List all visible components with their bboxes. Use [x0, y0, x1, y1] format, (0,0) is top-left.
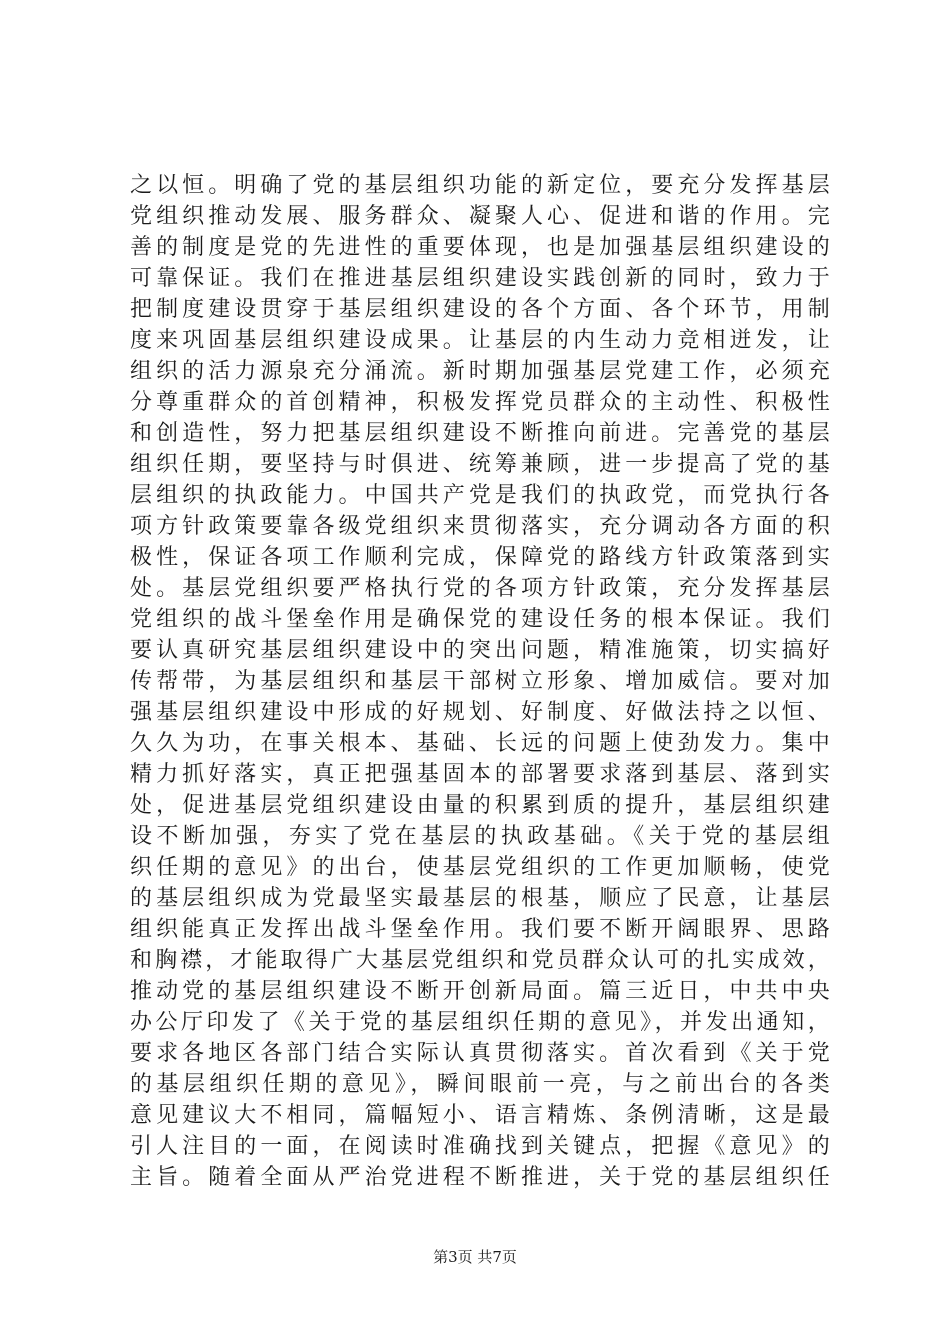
text-line: 织任期的意见》的出台，使基层党组织的工作更加顺畅，使党 — [130, 855, 830, 880]
text-line: 组织能真正发挥出战斗堡垒作用。我们要不断开阔眼界、思路 — [130, 917, 830, 942]
text-line: 强基层组织建设中形成的好规划、好制度、好做法持之以恒、 — [130, 700, 830, 725]
text-line: 要求各地区各部门结合实际认真贯彻落实。首次看到《关于党 — [130, 1041, 830, 1066]
text-line: 精力抓好落实，真正把强基固本的部署要求落到基层、落到实 — [130, 762, 830, 787]
text-line: 办公厅印发了《关于党的基层组织任期的意见》，并发出通知， — [130, 1010, 830, 1035]
text-line: 极性，保证各项工作顺利完成，保障党的路线方针政策落到实 — [130, 545, 830, 570]
text-line: 的基层组织任期的意见》，瞬间眼前一亮，与之前出台的各类 — [130, 1072, 830, 1097]
text-line: 和胸襟，才能取得广大基层党组织和党员群众认可的扎实成效， — [130, 948, 830, 973]
text-line: 党组织推动发展、服务群众、凝聚人心、促进和谐的作用。完 — [130, 204, 830, 229]
text-line: 要认真研究基层组织建设中的突出问题，精准施策，切实搞好 — [130, 638, 830, 663]
text-line: 之以恒。明确了党的基层组织功能的新定位，要充分发挥基层 — [130, 173, 830, 198]
text-line: 组织的活力源泉充分涌流。新时期加强基层党建工作，必须充 — [130, 359, 830, 384]
text-line: 组织任期，要坚持与时俱进、统筹兼顾，进一步提高了党的基 — [130, 452, 830, 477]
text-line: 项方针政策要靠各级党组织来贯彻落实，充分调动各方面的积 — [130, 514, 830, 539]
text-line: 可靠保证。我们在推进基层组织建设实践创新的同时，致力于 — [130, 266, 830, 291]
page-footer: 第3页 共7页 — [433, 1248, 517, 1266]
text-line: 意见建议大不相同，篇幅短小、语言精炼、条例清晰，这是最 — [130, 1103, 830, 1128]
text-line: 推动党的基层组织建设不断开创新局面。篇三近日，中共中央 — [130, 979, 830, 1004]
text-line: 久久为功，在事关根本、基础、长远的问题上使劲发力。集中 — [130, 731, 830, 756]
text-line: 传帮带，为基层组织和基层干部树立形象、增加威信。要对加 — [130, 669, 830, 694]
text-line: 层组织的执政能力。中国共产党是我们的执政党，而党执行各 — [130, 483, 830, 508]
text-line: 设不断加强，夯实了党在基层的执政基础。《关于党的基层组 — [130, 824, 830, 849]
text-line: 和创造性，努力把基层组织建设不断推向前进。完善党的基层 — [130, 421, 830, 446]
text-line: 处，促进基层党组织建设由量的积累到质的提升，基层组织建 — [130, 793, 830, 818]
body-text — [130, 170, 830, 1193]
text-line: 的基层组织成为党最坚实最基层的根基，顺应了民意，让基层 — [130, 886, 830, 911]
text-line: 把制度建设贯穿于基层组织建设的各个方面、各个环节，用制 — [130, 297, 830, 322]
text-line: 分尊重群众的首创精神，积极发挥党员群众的主动性、积极性 — [130, 390, 830, 415]
text-line: 党组织的战斗堡垒作用是确保党的建设任务的根本保证。我们 — [130, 607, 830, 632]
text-line: 引人注目的一面，在阅读时准确找到关键点，把握《意见》的 — [130, 1134, 830, 1159]
text-line: 善的制度是党的先进性的重要体现，也是加强基层组织建设的 — [130, 235, 830, 260]
text-line: 处。基层党组织要严格执行党的各项方针政策，充分发挥基层 — [130, 576, 830, 601]
text-line: 主旨。随着全面从严治党进程不断推进，关于党的基层组织任 — [130, 1165, 830, 1190]
text-line: 度来巩固基层组织建设成果。让基层的内生动力竞相迸发，让 — [130, 328, 830, 353]
